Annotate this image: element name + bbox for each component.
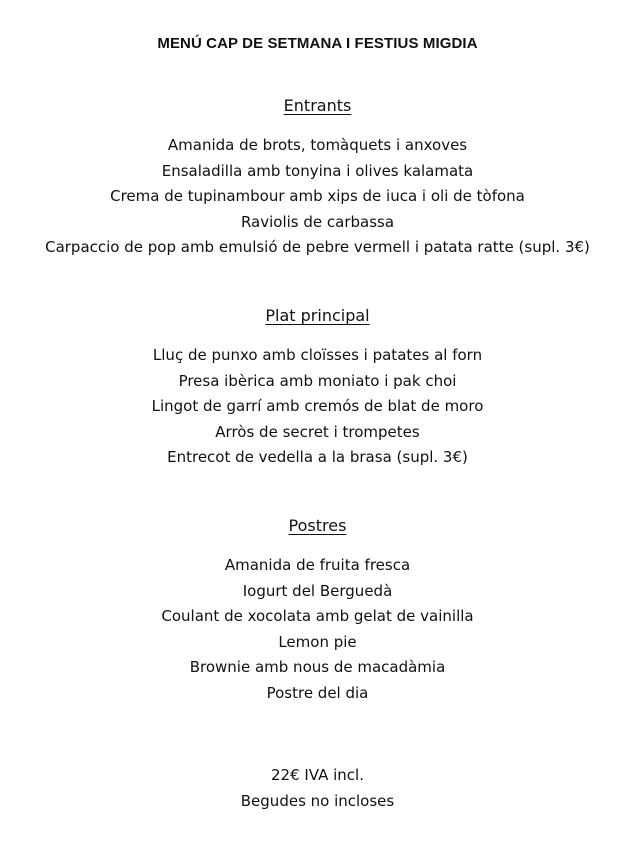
menu-item: Presa ibèrica amb moniato i pak choi — [178, 371, 457, 390]
menu-item: Carpaccio de pop amb emulsió de pebre vermell i patata ratte (supl. 3€) — [45, 238, 590, 256]
entrants-list — [0, 133, 635, 261]
menu-item: Coulant de xocolata amb gelat de vainilla — [161, 607, 474, 625]
plat-principal-list — [0, 343, 635, 471]
menu-item: Brownie amb nous de macadàmia — [189, 658, 446, 676]
section-heading-plat-principal: Plat principal — [265, 306, 370, 325]
menu-item: Crema de tupinambour amb xips de iuca i oli de tòfona — [110, 187, 525, 205]
section-heading-postres: Postres — [288, 516, 347, 535]
menu-item: Lingot de garrí amb cremós de blat de moro — [151, 397, 484, 415]
menu-item: Iogurt del Berguedà — [242, 581, 393, 600]
menu-item: Raviolis de carbassa — [240, 212, 395, 231]
menu-item: Entrecot de vedella a la brasa (supl. 3€) — [167, 448, 468, 466]
section-postres — [0, 515, 635, 706]
section-entrants — [0, 95, 635, 261]
menu-title: MENÚ CAP DE SETMANA I FESTIUS MIGDIA — [157, 35, 478, 52]
menu-footer — [0, 763, 635, 814]
menu-item: Lemon pie — [278, 632, 357, 651]
menu-item: Postre del dia — [266, 683, 369, 702]
menu-item: Amanida de brots, tomàquets i anxoves — [167, 136, 468, 154]
section-heading-entrants: Entrants — [283, 96, 352, 115]
menu-item: Ensaladilla amb tonyina i olives kalamata — [161, 161, 474, 180]
price-text: 22€ IVA incl. — [270, 766, 364, 784]
menu-item: Amanida de fruita fresca — [224, 556, 411, 574]
menu-item: Lluç de punxo amb cloïsses i patates al forn — [152, 346, 483, 364]
drinks-note: Begudes no incloses — [240, 791, 395, 810]
section-plat-principal — [0, 305, 635, 471]
postres-list — [0, 553, 635, 706]
menu-item: Arròs de secret i trompetes — [215, 422, 420, 441]
